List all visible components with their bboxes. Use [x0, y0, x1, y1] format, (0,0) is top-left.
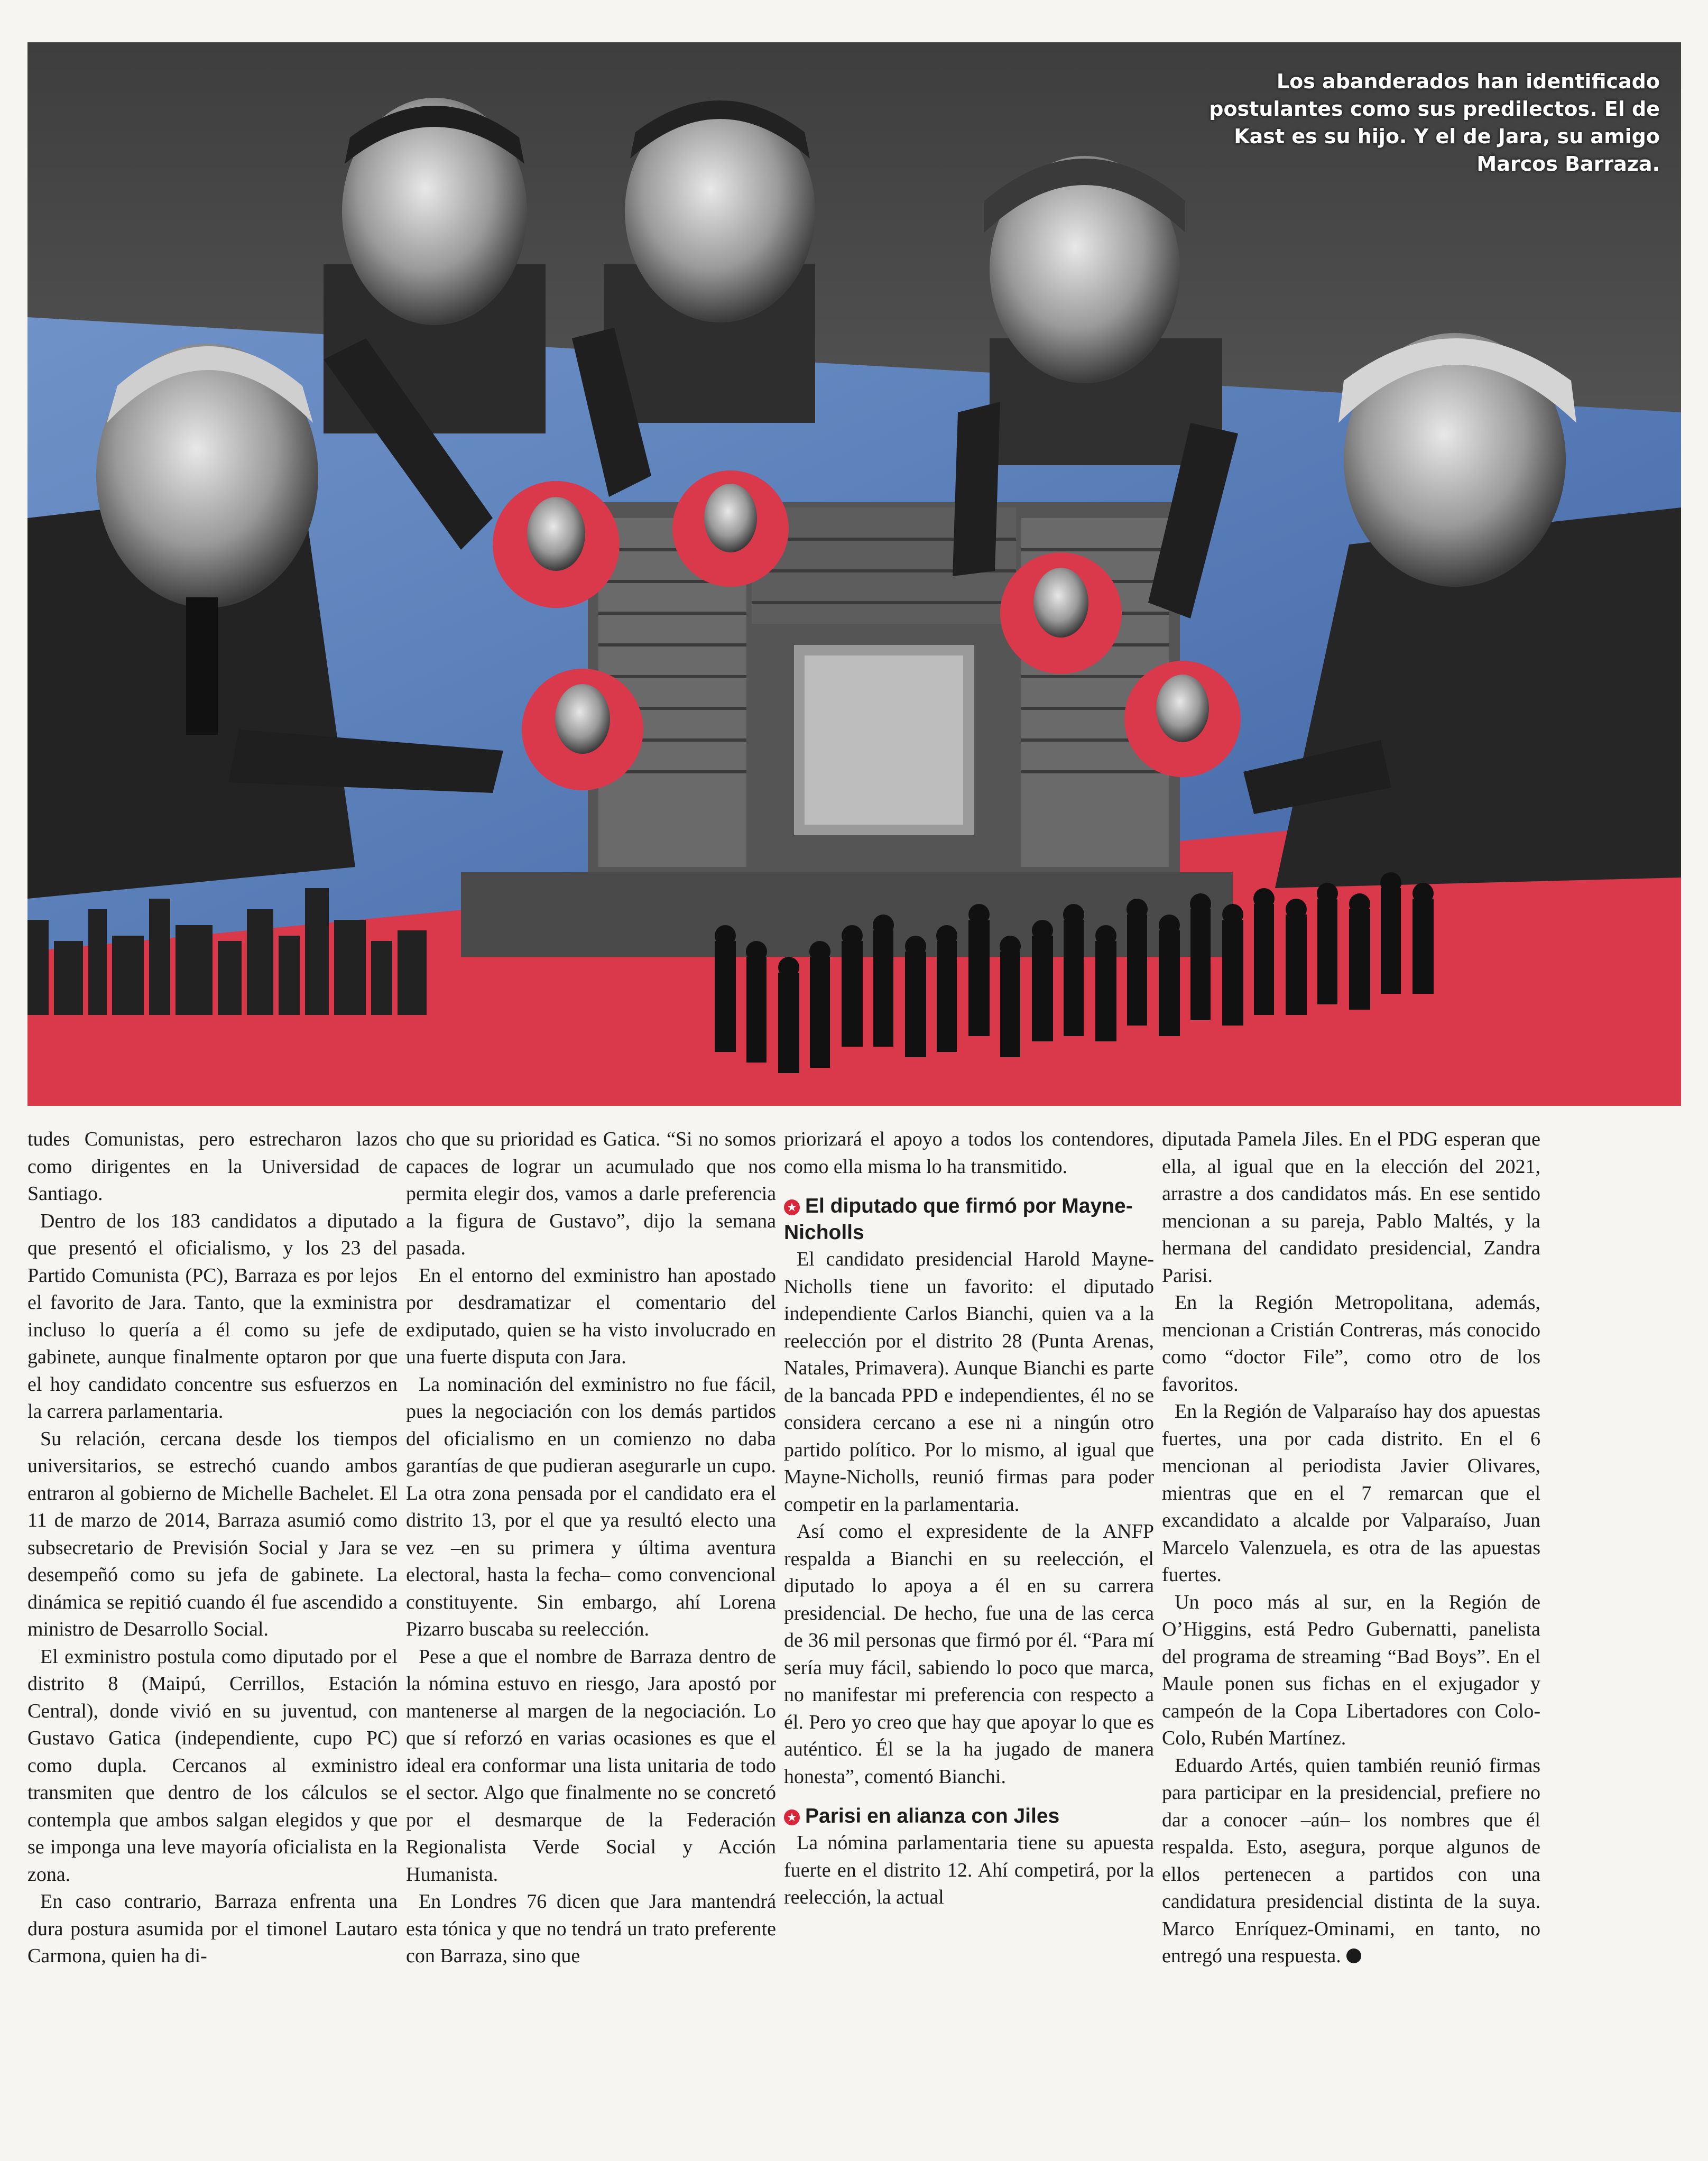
subheading-text: El diputado que firmó por Mayne-Nicholls: [784, 1195, 1133, 1244]
paragraph: Dentro de los 183 candidatos a diputado que presentó el oficialismo, y los 23 del Partido Comunista (PC), Barraza es por lejos el favorito de Jara. Tanto, que la exministra incluso lo quería a él como su jefe de gabinete, aunque finalmente optaron por que el hoy candidato concentre sus esfuerzos en la carrera parlamentaria.: [27, 1209, 398, 1423]
paragraph: [1162, 1752, 1540, 1970]
paragraph: En caso contrario, Barraza enfrenta una dura postura asumida por el timonel Lautaro Carmona, quien ha di-: [27, 1890, 398, 1967]
subheading-text: Parisi en alianza con Jiles: [805, 1805, 1060, 1827]
paragraph: El candidato presidencial Harold Mayne-Nicholls tiene un favorito: el diputado independiente Carlos Bianchi, quien va a la reelección por el distrito 28 (Punta Arenas, Natales, Primavera). Aunque Bianchi es parte de la bancada PPD e independientes, él no se considera cercano a ese ni a ningún otro partido político. Por lo mismo, al igual que Mayne-Nicholls, reunió firmas para poder competir en la parlamentaria.: [784, 1248, 1154, 1516]
paragraph: Su relación, cercana desde los tiempos universitarios, se estrechó cuando ambos entraron al gobierno de Michelle Bachelet. El 11 de marzo de 2014, Barraza asumió como subsecretario de Previsión Social y Jara se desempeñó como su jefa de gabinete. La dinámica se repitió cuando él fue ascendido a ministro de Desarrollo Social.: [27, 1427, 398, 1640]
paragraph: El exministro postula como diputado por el distrito 8 (Maipú, Cerrillos, Estación Central), donde vivió en su juventud, con Gustavo Gatica (independiente, cupo PC) como dupla. Cercanos al exministro transmiten que dentro de los cálculos se contempla que ambos salgan elegidos y que se imponga una leve mayoría oficialista en la zona.: [27, 1645, 398, 1886]
paragraph: En la Región de Valparaíso hay dos apuestas fuertes, una por cada distrito. En el 6 mencionan al periodista Javier Olivares, mientras que en el 7 remarcan que el excandidato a alcalde por Valparaíso, Juan Marcelo Valenzuela, es otra de las apuestas fuertes.: [1162, 1400, 1540, 1586]
paragraph: La nominación del exministro no fue fácil, pues la negociación con los demás partidos del oficialismo en un comienzo no daba garantías de que pudieran asegurarle un cupo. La otra zona pensada por el candidato era el distrito 13, por el que ya resultó electo una vez –en su primera y última aventura electoral, hasta la fecha– como convencional constituyente. Sin embargo, ahí Lorena Pizarro buscaba su reelección.: [406, 1373, 776, 1640]
article-column-3: [784, 1126, 1154, 2141]
paragraph: En el entorno del exministro han apostado por desdramatizar el comentario del exdiputado, quien se ha visto involucrado en una fuerte disputa con Jara.: [406, 1264, 776, 1368]
paragraph: Pese a que el nombre de Barraza dentro de la nómina estuvo en riesgo, Jara apostó por mantenerse al margen de la negociación. Lo que sí reforzó en varias ocasiones es que el ideal era conformar una lista unitaria de todo el sector. Algo que finalmente no se concretó por el desmarque de la Federación Regionalista Verde Social y Acción Humanista.: [406, 1645, 776, 1886]
article-column-4: [1162, 1126, 1540, 2141]
subheading-mayne-nicholls: [784, 1193, 1154, 1246]
portrait-top-center: [604, 100, 815, 423]
subheading-parisi: [784, 1803, 1154, 1830]
star-icon: ★: [784, 1199, 800, 1215]
paragraph: cho que su prioridad es Gatica. “Si no somos capaces de lograr un acumulado que nos permita elegir dos, vamos a darle preferencia a la figura de Gustavo”, dijo la semana pasada.: [406, 1128, 776, 1259]
illustration-caption: Los abanderados han identificado postulantes como sus predilectos. El de Kast es su hijo. Y el de Jara, su amigo Marcos Barraza.: [1209, 70, 1660, 176]
article-column-2: [406, 1126, 776, 2141]
collage-svg: [27, 42, 1681, 1106]
paragraph: diputada Pamela Jiles. En el PDG esperan que ella, al igual que en la elección del 2021, arrastre a dos candidatos más. En ese sentido mencionan a su pareja, Pablo Maltés, y la hermana del candidato presidencial, Zandra Parisi.: [1162, 1128, 1540, 1287]
paragraph: tudes Comunistas, pero estrecharon lazos como dirigentes en la Universidad de Santiago.: [27, 1128, 398, 1205]
end-of-article-icon: [1346, 1948, 1361, 1963]
paragraph: Un poco más al sur, en la Región de O’Higgins, está Pedro Gubernatti, panelista del programa de streaming “Bad Boys”. En el Maule ponen sus fichas en el exjugador y campeón de la Copa Libertadores con Colo-Colo, Rubén Martínez.: [1162, 1591, 1540, 1749]
article-column-1: [27, 1126, 398, 2141]
paragraph: En la Región Metropolitana, además, mencionan a Cristián Contreras, más conocido como “doctor File”, como otro de los favoritos.: [1162, 1291, 1540, 1396]
paragraph: La nómina parlamentaria tiene su apuesta fuerte en el distrito 12. Ahí competirá, por la reelección, la actual: [784, 1832, 1154, 1908]
paragraph-text: Eduardo Artés, quien también reunió firmas para participar en la presidencial, prefiere no dar a conocer –aún– los nombres que él respalda. Esto, asegura, porque algunos de ellos pertenecen a partidos con una candidatura presidencial distinta de la suya. Marco Enríquez-Ominami, en tanto, no entregó una respuesta.: [1162, 1754, 1540, 1967]
collage-illustration: [27, 42, 1681, 1106]
star-icon: ★: [784, 1809, 800, 1825]
paragraph: En Londres 76 dicen que Jara mantendrá esta tónica y que no tendrá un trato preferente con Barraza, sino que: [406, 1890, 776, 1967]
paragraph: priorizará el apoyo a todos los contendores, como ella misma lo ha transmitido.: [784, 1128, 1154, 1178]
paragraph: Así como el expresidente de la ANFP respalda a Bianchi en su reelección, el diputado lo apoya a él en su carrera presidencial. De hecho, fue una de las cerca de 36 mil personas que firmó por él. “Para mí sería muy fácil, sabiendo lo poco que marca, no manifestar mi preferencia con respecto a él. Pero yo creo que hay que apoyar lo que es auténtico. Él se la ha jugado de manera honesta”, comentó Bianchi.: [784, 1520, 1154, 1788]
